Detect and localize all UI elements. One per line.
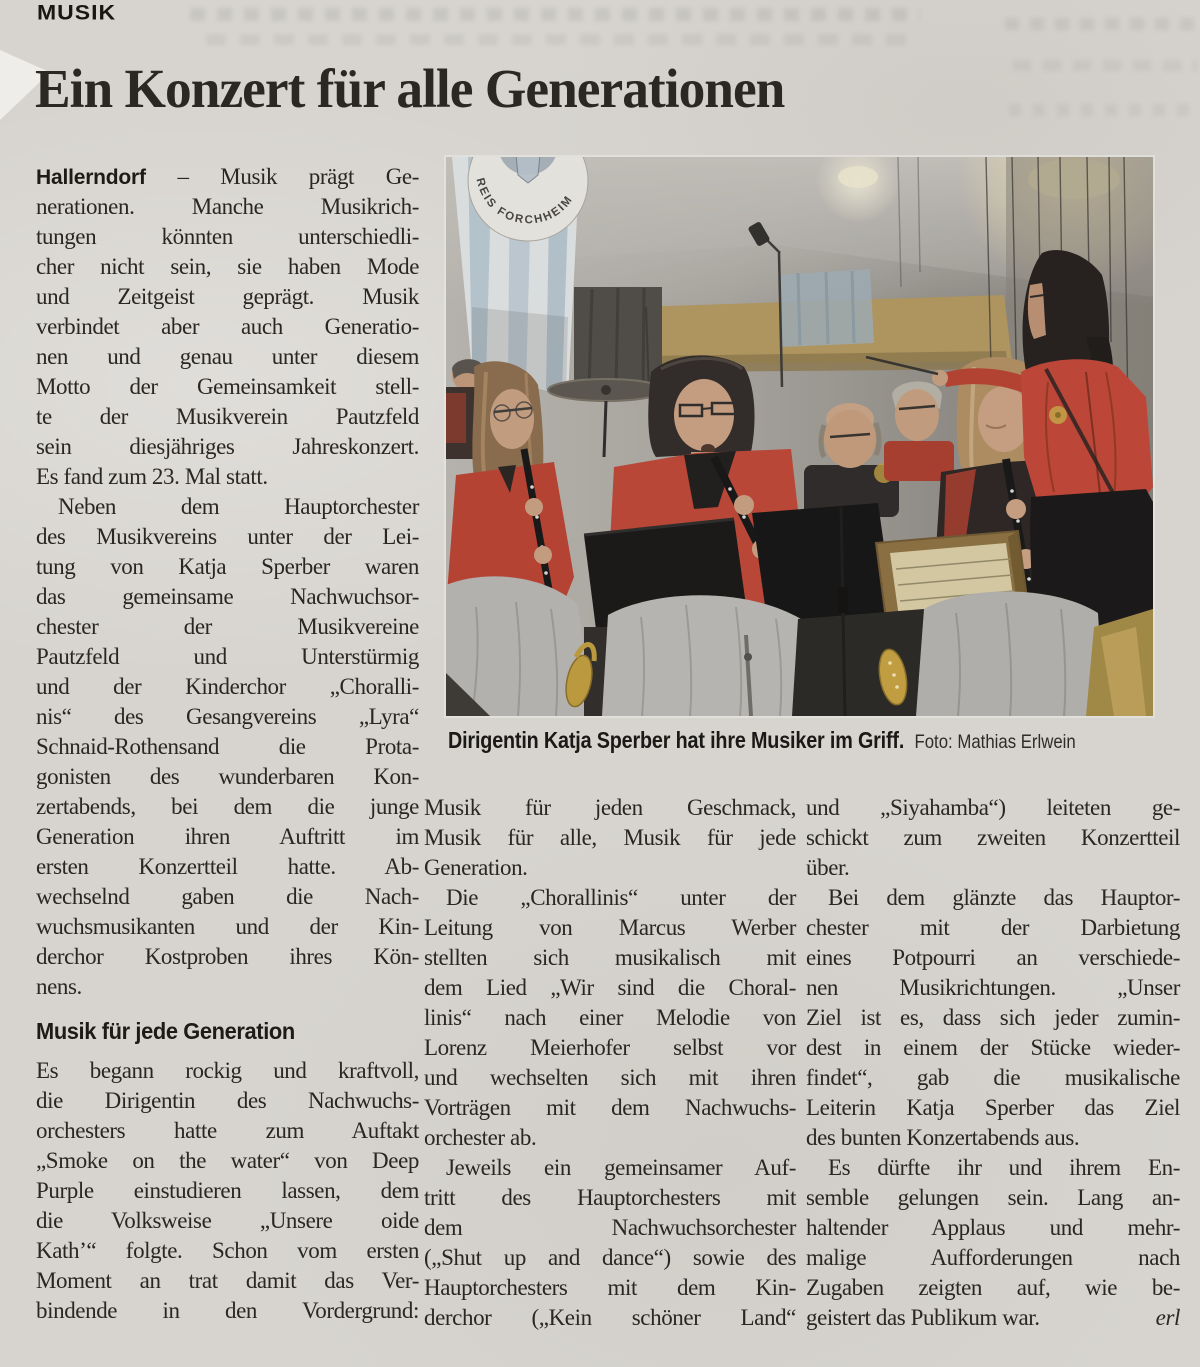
text-line: Es begann rockig und kraftvoll, xyxy=(36,1058,419,1083)
section-label: MUSIK xyxy=(37,0,117,25)
paragraph xyxy=(36,1056,419,1326)
text-line: malige Aufforderungen nach xyxy=(806,1245,1180,1270)
text-line: zertabends, bei dem die junge xyxy=(36,794,419,819)
text-line: ersten Konzertteil hatte. Ab- xyxy=(36,854,419,879)
text-line: nen Musikrichtungen. „Unser xyxy=(806,975,1180,1000)
text-line: Jeweils ein gemeinsamer Auf- xyxy=(446,1155,796,1180)
text-line: semble gelungen sein. Lang an- xyxy=(806,1185,1180,1210)
text-line xyxy=(36,162,419,192)
text-line: Ziel ist es, dass sich jeder zumin- xyxy=(806,1005,1180,1030)
article-column-left xyxy=(36,162,419,1326)
text-line: Generation. xyxy=(424,855,528,880)
text-line: dem Nachwuchsorchester xyxy=(424,1215,796,1240)
text-line: tritt des Hauptorchesters mit xyxy=(424,1185,796,1210)
text-line: Motto der Gemeinsamkeit stell- xyxy=(36,374,419,399)
lead-rest: – Musik prägt Ge- xyxy=(145,164,419,189)
paragraph xyxy=(424,793,796,883)
bleed-through-smudge xyxy=(190,2,920,54)
text-line: Zugaben zeigten auf, wie be- xyxy=(806,1275,1180,1300)
paragraph xyxy=(36,492,419,1002)
paragraph xyxy=(424,883,796,1153)
text-line: das gemeinsame Nachwuchsor- xyxy=(36,584,419,609)
text-line: nis“ des Gesangvereins „Lyra“ xyxy=(36,704,419,729)
text-line: stellten sich musikalisch mit xyxy=(424,945,796,970)
text-line: Musik für alle, Musik für jede xyxy=(424,825,796,850)
text-line: verbindet aber auch Generatio- xyxy=(36,314,419,339)
text-line: Neben dem Hauptorchester xyxy=(58,494,419,519)
text-line: und „Siyahamba“) leiteten ge- xyxy=(806,795,1180,820)
text-line: nen und genau unter diesem xyxy=(36,344,419,369)
text-line: linis“ nach einer Melodie von xyxy=(424,1005,796,1030)
text-line: te der Musikverein Pautzfeld xyxy=(36,404,419,429)
text-line: Lorenz Meierhofer selbst vor xyxy=(424,1035,796,1060)
text-line: orchester ab. xyxy=(424,1125,537,1150)
text-line: Es dürfte ihr und ihrem En- xyxy=(828,1155,1180,1180)
text-line: cher nicht sein, sie haben Mode xyxy=(36,254,419,279)
text-line: bindende in den Vordergrund: xyxy=(36,1298,419,1323)
photo-caption xyxy=(448,727,1188,754)
text-line: und wechselten sich mit ihren xyxy=(424,1065,796,1090)
caption-text: Dirigentin Katja Sperber hat ihre Musiker im Griff. xyxy=(448,727,905,753)
text-line: Es fand zum 23. Mal statt. xyxy=(36,464,268,489)
article-photo xyxy=(446,157,1153,716)
concert-photo-illustration xyxy=(446,157,1153,716)
text-line: Purple einstudieren lassen, dem xyxy=(36,1178,419,1203)
text-line: Die „Chorallinis“ unter der xyxy=(446,885,796,910)
text-line: Kath’“ folgte. Schon vom ersten xyxy=(36,1238,419,1263)
text-line: derchor („Kein schöner Land“ xyxy=(424,1305,796,1330)
text-line: Generation ihren Auftritt im xyxy=(36,824,419,849)
paragraph xyxy=(424,1153,796,1333)
banner-arc-text: REIS FORCHHEIM xyxy=(473,176,576,227)
text-line: tung von Katja Sperber waren xyxy=(36,554,419,579)
text-line: Pautzfeld und Unterstürmig xyxy=(36,644,419,669)
text-line: findet“, gab die musikalische xyxy=(806,1065,1180,1090)
text-line: tungen könnten unterschiedli- xyxy=(36,224,419,249)
article-column-middle xyxy=(424,793,796,1333)
text-line: eines Potpourri an verschiede- xyxy=(806,945,1180,970)
text-line: nerationen. Manche Musikrich- xyxy=(36,194,419,219)
closing-line xyxy=(806,1303,1180,1333)
text-line: sein diesjähriges Jahreskonzert. xyxy=(36,434,419,459)
dateline-lead: Hallerndorf xyxy=(36,166,146,189)
photo-grain-overlay xyxy=(446,157,1153,716)
bleed-through-smudge xyxy=(1005,0,1197,150)
text-line: dem Lied „Wir sind die Choral- xyxy=(424,975,796,1000)
text-line: die Dirigentin des Nachwuchs- xyxy=(36,1088,419,1113)
text-line: Musik für jeden Geschmack, xyxy=(424,795,796,820)
text-line: schickt zum zweiten Konzertteil xyxy=(806,825,1180,850)
text-line: Hauptorchesters mit dem Kin- xyxy=(424,1275,796,1300)
text-line: Bei dem glänzte das Hauptor- xyxy=(828,885,1180,910)
text-line: orchesters hatte zum Auftakt xyxy=(36,1118,419,1143)
subheading: Musik für jede Generation xyxy=(36,1018,295,1044)
text-line: über. xyxy=(806,855,850,880)
text-line: haltender Applaus und mehr- xyxy=(806,1215,1180,1240)
text-line: des bunten Konzertabends aus. xyxy=(806,1125,1080,1150)
paragraph xyxy=(806,883,1180,1153)
paragraph xyxy=(806,793,1180,883)
closing-text: geistert das Publikum war. xyxy=(806,1305,1040,1330)
text-line: chester mit der Darbietung xyxy=(806,915,1180,940)
text-line: chester der Musikvereine xyxy=(36,614,419,639)
text-line: Schnaid-Rothensand die Prota- xyxy=(36,734,419,759)
paragraph xyxy=(36,192,419,492)
headline: Ein Konzert für alle Generationen xyxy=(35,58,785,119)
text-line: „Smoke on the water“ von Deep xyxy=(36,1148,419,1173)
article-column-right xyxy=(806,793,1180,1333)
text-line: Moment an trat damit das Ver- xyxy=(36,1268,419,1293)
text-line: nens. xyxy=(36,974,82,999)
text-line: Leitung von Marcus Werber xyxy=(424,915,796,940)
text-line: Vorträgen mit dem Nachwuchs- xyxy=(424,1095,796,1120)
text-line: Leiterin Katja Sperber das Ziel xyxy=(806,1095,1180,1120)
author-byline: erl xyxy=(1155,1305,1180,1330)
text-line: derchor Kostproben ihres Kön- xyxy=(36,944,419,969)
text-line: dest in einem der Stücke wieder- xyxy=(806,1035,1180,1060)
text-line: die Volksweise „Unsere oide xyxy=(36,1208,419,1233)
text-line: gonisten des wunderbaren Kon- xyxy=(36,764,419,789)
photo-credit: Foto: Mathias Erlwein xyxy=(914,731,1076,753)
text-line: („Shut up and dance“) sowie des xyxy=(424,1245,796,1270)
text-line: wechselnd gaben die Nach- xyxy=(36,884,419,909)
text-line: und Zeitgeist geprägt. Musik xyxy=(36,284,419,309)
text-line: des Musikvereins unter der Lei- xyxy=(36,524,419,549)
text-line: wuchsmusikanten und der Kin- xyxy=(36,914,419,939)
paragraph xyxy=(806,1153,1180,1303)
text-line: und der Kinderchor „Choralli- xyxy=(36,674,419,699)
